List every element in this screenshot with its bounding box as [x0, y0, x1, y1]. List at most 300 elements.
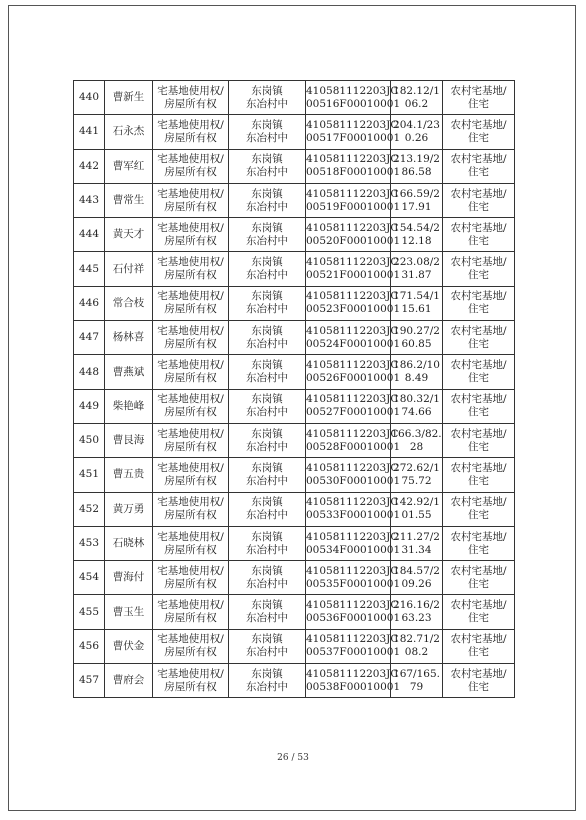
- page-number: 26 / 53: [277, 753, 309, 763]
- cell-usage-text: 农村宅基地/: [450, 461, 507, 474]
- cell-unit-code: [306, 286, 401, 320]
- cell-right-type-text: 房屋所有权: [164, 131, 217, 144]
- cell-area-text: 166.59/2: [393, 187, 440, 200]
- cell-area-text: 15.61: [401, 303, 432, 316]
- cell-unit-code-text: 00534F00010001: [306, 543, 401, 556]
- cell-location-text: 东岗镇: [251, 461, 283, 474]
- cell-location-text: 东岗镇: [251, 633, 283, 646]
- cell-owner-name: [105, 286, 153, 320]
- cell-owner-name-text: 曹府会: [112, 674, 145, 687]
- cell-right-type: [153, 252, 229, 286]
- cell-right-type-text: 房屋所有权: [164, 97, 217, 110]
- table-row: [74, 389, 515, 423]
- cell-location: [229, 218, 306, 252]
- cell-right-type-text: 宅基地使用权/: [157, 667, 224, 680]
- cell-right-type: [153, 629, 229, 663]
- cell-usage-text: 农村宅基地/: [450, 633, 507, 646]
- cell-area-text: 60.85: [401, 337, 432, 350]
- cell-number: [74, 595, 105, 629]
- cell-right-type-text: 宅基地使用权/: [157, 393, 224, 406]
- cell-area-text: 171.54/1: [393, 290, 440, 303]
- cell-location-text: 东冶村中: [246, 303, 288, 316]
- cell-area-text: 272.62/1: [393, 461, 440, 474]
- cell-number: [74, 183, 105, 217]
- cell-right-type: [153, 492, 229, 526]
- cell-location-text: 东冶村中: [246, 440, 288, 453]
- cell-location-text: 东岗镇: [251, 496, 283, 509]
- cell-area-text: 08.2: [404, 646, 429, 659]
- cell-usage-text: 农村宅基地/: [450, 153, 507, 166]
- cell-unit-code-text: 00530F00010001: [306, 474, 401, 487]
- cell-number-text: 449: [78, 399, 100, 412]
- cell-number: [74, 252, 105, 286]
- cell-number-text: 440: [78, 91, 100, 104]
- cell-unit-code-text: 00518F00010001: [306, 166, 401, 179]
- cell-number-text: 451: [78, 468, 100, 481]
- cell-location: [229, 595, 306, 629]
- cell-unit-code: [306, 149, 401, 183]
- cell-right-type: [153, 595, 229, 629]
- cell-unit-code: [306, 183, 401, 217]
- cell-location: [229, 664, 306, 698]
- cell-right-type: [153, 526, 229, 560]
- cell-owner-name-text: 曹燕斌: [112, 365, 145, 378]
- cell-unit-code-text: 410581112203JC: [306, 290, 399, 303]
- cell-area-text: 79: [409, 680, 424, 693]
- cell-right-type-text: 宅基地使用权/: [157, 427, 224, 440]
- cell-number: [74, 149, 105, 183]
- cell-area-text: 184.57/2: [393, 564, 440, 577]
- table-row: [74, 183, 515, 217]
- cell-owner-name: [105, 561, 153, 595]
- cell-number-text: 444: [78, 228, 100, 241]
- cell-right-type-text: 房屋所有权: [164, 372, 217, 385]
- cell-usage: [443, 492, 515, 526]
- cell-area-text: 166.3/82.: [391, 427, 442, 440]
- cell-number: [74, 492, 105, 526]
- cell-area-text: 186.2/10: [393, 359, 440, 372]
- cell-unit-code-text: 00521F00010001: [306, 269, 401, 282]
- cell-right-type-text: 房屋所有权: [164, 440, 217, 453]
- cell-number-text: 447: [78, 331, 100, 344]
- cell-location-text: 东冶村中: [246, 646, 288, 659]
- cell-area-text: 86.58: [401, 166, 432, 179]
- cell-right-type: [153, 149, 229, 183]
- cell-location-text: 东岗镇: [251, 84, 283, 97]
- cell-usage-text: 住宅: [468, 234, 489, 247]
- cell-right-type: [153, 183, 229, 217]
- cell-usage: [443, 183, 515, 217]
- cell-unit-code: [306, 595, 401, 629]
- cell-location-text: 东冶村中: [246, 474, 288, 487]
- cell-area-text: 167/165.: [393, 667, 440, 680]
- cell-area-text: 17.91: [401, 200, 432, 213]
- cell-right-type-text: 房屋所有权: [164, 200, 217, 213]
- cell-right-type-text: 宅基地使用权/: [157, 633, 224, 646]
- cell-location: [229, 115, 306, 149]
- cell-unit-code-text: 410581112203JC: [306, 633, 399, 646]
- cell-number: [74, 218, 105, 252]
- cell-area-text: 63.23: [401, 612, 432, 625]
- cell-location-text: 东岗镇: [251, 256, 283, 269]
- cell-owner-name-text: 石付祥: [112, 262, 145, 275]
- cell-unit-code: [306, 492, 401, 526]
- cell-location: [229, 286, 306, 320]
- cell-unit-code: [306, 561, 401, 595]
- table-row: [74, 595, 515, 629]
- cell-right-type-text: 宅基地使用权/: [157, 564, 224, 577]
- cell-location: [229, 458, 306, 492]
- cell-owner-name-text: 黄万勇: [112, 502, 145, 515]
- cell-number-text: 441: [78, 125, 100, 138]
- table-row: [74, 561, 515, 595]
- cell-owner-name-text: 石晓林: [112, 537, 145, 549]
- cell-unit-code: [306, 526, 401, 560]
- cell-right-type-text: 宅基地使用权/: [157, 221, 224, 234]
- cell-usage-text: 住宅: [468, 509, 489, 522]
- cell-usage: [443, 595, 515, 629]
- cell-area-text: 31.87: [401, 269, 432, 282]
- table-row: [74, 423, 515, 457]
- registry-table-body: [74, 81, 515, 698]
- cell-owner-name: [105, 595, 153, 629]
- cell-number-text: 456: [78, 639, 100, 652]
- cell-number-text: 445: [78, 262, 100, 275]
- cell-area-text: 182.12/1: [393, 84, 440, 97]
- cell-unit-code: [306, 458, 401, 492]
- cell-usage-text: 住宅: [468, 269, 489, 282]
- cell-right-type-text: 宅基地使用权/: [157, 84, 224, 97]
- cell-owner-name-text: 曹五贵: [112, 468, 145, 481]
- cell-usage-text: 住宅: [468, 646, 489, 659]
- cell-unit-code-text: 00524F00010001: [306, 337, 401, 350]
- table-row: [74, 218, 515, 252]
- cell-right-type-text: 房屋所有权: [164, 543, 217, 556]
- cell-usage-text: 住宅: [468, 440, 489, 453]
- cell-usage-text: 住宅: [468, 680, 489, 693]
- cell-right-type: [153, 423, 229, 457]
- cell-usage: [443, 149, 515, 183]
- cell-area-text: 180.32/1: [393, 393, 440, 406]
- cell-unit-code: [306, 252, 401, 286]
- cell-right-type-text: 房屋所有权: [164, 474, 217, 487]
- cell-area-text: 223.08/2: [393, 256, 440, 269]
- cell-number-text: 452: [78, 502, 100, 515]
- cell-usage-text: 住宅: [468, 543, 489, 556]
- cell-usage-text: 农村宅基地/: [450, 221, 507, 234]
- cell-usage-text: 农村宅基地/: [450, 530, 507, 543]
- cell-usage: [443, 286, 515, 320]
- cell-owner-name-text: 曹艮海: [112, 434, 145, 447]
- cell-owner-name: [105, 321, 153, 355]
- table-row: [74, 115, 515, 149]
- cell-owner-name-text: 杨林喜: [112, 331, 145, 344]
- cell-area-text: 75.72: [401, 474, 432, 487]
- cell-owner-name-text: 曹常生: [112, 194, 145, 207]
- cell-location: [229, 252, 306, 286]
- table-row: [74, 252, 515, 286]
- cell-location: [229, 183, 306, 217]
- cell-unit-code-text: 00520F00010001: [306, 234, 401, 247]
- cell-right-type-text: 宅基地使用权/: [157, 187, 224, 200]
- cell-owner-name-text: 常合枝: [112, 296, 145, 309]
- cell-owner-name: [105, 355, 153, 389]
- table-row: [74, 492, 515, 526]
- cell-location: [229, 561, 306, 595]
- cell-owner-name-text: 曹伏金: [112, 639, 145, 652]
- cell-number-text: 443: [78, 194, 100, 207]
- cell-location-text: 东岗镇: [251, 599, 283, 612]
- cell-unit-code-text: 410581112203JC: [306, 359, 399, 372]
- cell-usage-text: 农村宅基地/: [450, 359, 507, 372]
- cell-unit-code: [306, 81, 401, 115]
- cell-number: [74, 458, 105, 492]
- cell-owner-name-text: 曹玉生: [112, 605, 145, 618]
- cell-unit-code-text: 00528F00010001: [306, 440, 401, 453]
- cell-right-type-text: 宅基地使用权/: [157, 599, 224, 612]
- cell-owner-name: [105, 81, 153, 115]
- cell-unit-code: [306, 664, 401, 698]
- cell-owner-name: [105, 389, 153, 423]
- cell-right-type: [153, 664, 229, 698]
- cell-usage-text: 住宅: [468, 372, 489, 385]
- table-row: [74, 286, 515, 320]
- cell-unit-code: [306, 389, 401, 423]
- cell-usage: [443, 526, 515, 560]
- cell-owner-name-text: 柴艳峰: [112, 399, 145, 412]
- cell-location-text: 东冶村中: [246, 234, 288, 247]
- cell-unit-code-text: 00537F00010001: [306, 646, 401, 659]
- cell-location-text: 东冶村中: [246, 406, 288, 419]
- cell-location: [229, 629, 306, 663]
- cell-unit-code-text: 410581112203JC: [306, 324, 399, 337]
- cell-usage-text: 住宅: [468, 131, 489, 144]
- cell-unit-code-text: 00517F00010001: [306, 131, 401, 144]
- cell-usage-text: 农村宅基地/: [450, 667, 507, 680]
- cell-right-type-text: 宅基地使用权/: [157, 290, 224, 303]
- cell-usage-text: 农村宅基地/: [450, 187, 507, 200]
- cell-unit-code: [306, 355, 401, 389]
- table-row: [74, 458, 515, 492]
- cell-number: [74, 115, 105, 149]
- cell-unit-code-text: 00527F00010001: [306, 406, 401, 419]
- cell-location-text: 东岗镇: [251, 667, 283, 680]
- cell-right-type-text: 房屋所有权: [164, 680, 217, 693]
- cell-right-type-text: 房屋所有权: [164, 303, 217, 316]
- cell-area-text: 216.16/2: [393, 599, 440, 612]
- cell-location: [229, 149, 306, 183]
- cell-right-type-text: 房屋所有权: [164, 612, 217, 625]
- cell-number-text: 448: [78, 365, 100, 378]
- cell-right-type-text: 房屋所有权: [164, 166, 217, 179]
- cell-area-text: 31.34: [401, 543, 432, 556]
- cell-unit-code-text: 00533F00010001: [306, 509, 401, 522]
- cell-location-text: 东岗镇: [251, 324, 283, 337]
- cell-usage: [443, 423, 515, 457]
- cell-location-text: 东岗镇: [251, 118, 283, 131]
- cell-number: [74, 629, 105, 663]
- cell-unit-code-text: 410581112203JC: [306, 187, 399, 200]
- cell-right-type: [153, 389, 229, 423]
- cell-owner-name-text: 曹新生: [112, 91, 145, 104]
- cell-usage-text: 农村宅基地/: [450, 118, 507, 131]
- cell-usage-text: 农村宅基地/: [450, 324, 507, 337]
- cell-usage: [443, 458, 515, 492]
- cell-number: [74, 561, 105, 595]
- cell-area-text: 211.27/2: [393, 530, 440, 543]
- cell-owner-name: [105, 423, 153, 457]
- cell-location-text: 东岗镇: [251, 530, 283, 543]
- cell-unit-code-text: 00523F00010001: [306, 303, 401, 316]
- cell-right-type-text: 宅基地使用权/: [157, 118, 224, 131]
- cell-owner-name: [105, 115, 153, 149]
- cell-usage: [443, 115, 515, 149]
- cell-area-text: 12.18: [401, 234, 432, 247]
- cell-location-text: 东冶村中: [246, 577, 288, 590]
- cell-area-text: 28: [409, 440, 424, 453]
- table-row: [74, 664, 515, 698]
- cell-location-text: 东冶村中: [246, 131, 288, 144]
- cell-right-type-text: 房屋所有权: [164, 577, 217, 590]
- cell-location: [229, 355, 306, 389]
- cell-number: [74, 355, 105, 389]
- cell-owner-name: [105, 492, 153, 526]
- cell-usage: [443, 81, 515, 115]
- cell-usage-text: 农村宅基地/: [450, 393, 507, 406]
- cell-area-text: 74.66: [401, 406, 432, 419]
- cell-usage: [443, 629, 515, 663]
- cell-owner-name: [105, 149, 153, 183]
- cell-number-text: 457: [78, 674, 100, 687]
- cell-unit-code: [306, 321, 401, 355]
- cell-number-text: 442: [78, 159, 100, 172]
- cell-number-text: 455: [78, 605, 100, 618]
- cell-usage-text: 住宅: [468, 406, 489, 419]
- cell-unit-code-text: 00516F00010001: [306, 97, 401, 110]
- table-row: [74, 629, 515, 663]
- cell-usage-text: 农村宅基地/: [450, 496, 507, 509]
- cell-owner-name: [105, 664, 153, 698]
- cell-number: [74, 81, 105, 115]
- cell-location: [229, 321, 306, 355]
- cell-usage: [443, 321, 515, 355]
- cell-usage-text: 住宅: [468, 200, 489, 213]
- cell-unit-code-text: 410581112203JC: [306, 427, 399, 440]
- cell-area-text: 190.27/2: [393, 324, 440, 337]
- table-row: [74, 321, 515, 355]
- cell-right-type-text: 宅基地使用权/: [157, 461, 224, 474]
- cell-area-text: 8.49: [404, 372, 429, 385]
- cell-owner-name: [105, 183, 153, 217]
- cell-unit-code-text: 410581112203JC: [306, 461, 399, 474]
- cell-usage-text: 住宅: [468, 474, 489, 487]
- cell-number: [74, 664, 105, 698]
- cell-usage-text: 住宅: [468, 612, 489, 625]
- cell-number: [74, 526, 105, 560]
- cell-right-type: [153, 286, 229, 320]
- cell-number-text: 454: [78, 571, 100, 584]
- cell-usage: [443, 355, 515, 389]
- cell-location-text: 东冶村中: [246, 680, 288, 693]
- cell-unit-code-text: 410581112203JC: [306, 256, 399, 269]
- cell-unit-code-text: 00538F00010001: [306, 680, 401, 693]
- cell-right-type-text: 宅基地使用权/: [157, 359, 224, 372]
- cell-location-text: 东岗镇: [251, 290, 283, 303]
- table-row: [74, 355, 515, 389]
- cell-location-text: 东冶村中: [246, 166, 288, 179]
- table-row: [74, 526, 515, 560]
- cell-owner-name-text: 黄天才: [112, 228, 145, 241]
- cell-right-type-text: 房屋所有权: [164, 406, 217, 419]
- cell-usage: [443, 252, 515, 286]
- table-row: [74, 149, 515, 183]
- cell-unit-code-text: 410581112203JC: [306, 118, 399, 131]
- cell-right-type-text: 房屋所有权: [164, 269, 217, 282]
- cell-unit-code-text: 00536F00010001: [306, 612, 401, 625]
- cell-right-type: [153, 458, 229, 492]
- cell-location-text: 东岗镇: [251, 221, 283, 234]
- cell-owner-name-text: 石永杰: [112, 125, 145, 138]
- cell-unit-code: [306, 115, 401, 149]
- cell-area-text: 204.1/23: [393, 118, 440, 131]
- cell-owner-name-text: 曹军红: [112, 159, 145, 172]
- cell-location: [229, 492, 306, 526]
- cell-location: [229, 526, 306, 560]
- cell-area-text: 213.19/2: [393, 153, 440, 166]
- cell-location: [229, 423, 306, 457]
- cell-location-text: 东岗镇: [251, 393, 283, 406]
- cell-usage-text: 住宅: [468, 97, 489, 110]
- cell-unit-code: [306, 629, 401, 663]
- cell-right-type: [153, 115, 229, 149]
- cell-number: [74, 423, 105, 457]
- cell-area-text: 0.26: [404, 131, 429, 144]
- cell-unit-code-text: 410581112203JC: [306, 153, 399, 166]
- cell-location-text: 东岗镇: [251, 359, 283, 372]
- cell-right-type-text: 宅基地使用权/: [157, 153, 224, 166]
- cell-number-text: 450: [78, 434, 100, 447]
- cell-usage-text: 农村宅基地/: [450, 84, 507, 97]
- cell-owner-name: [105, 218, 153, 252]
- cell-location-text: 东冶村中: [246, 337, 288, 350]
- cell-number: [74, 321, 105, 355]
- cell-usage: [443, 561, 515, 595]
- cell-unit-code-text: 410581112203JC: [306, 530, 399, 543]
- cell-unit-code-text: 410581112203JC: [306, 564, 399, 577]
- cell-number: [74, 389, 105, 423]
- cell-usage-text: 农村宅基地/: [450, 256, 507, 269]
- cell-location-text: 东冶村中: [246, 200, 288, 213]
- cell-usage-text: 农村宅基地/: [450, 427, 507, 440]
- cell-usage-text: 住宅: [468, 303, 489, 316]
- cell-location-text: 东冶村中: [246, 543, 288, 556]
- cell-right-type: [153, 81, 229, 115]
- cell-area-text: 06.2: [404, 97, 429, 110]
- cell-area-text: 142.92/1: [393, 496, 440, 509]
- cell-location-text: 东冶村中: [246, 612, 288, 625]
- cell-owner-name: [105, 458, 153, 492]
- cell-number-text: 453: [78, 537, 100, 549]
- cell-owner-name: [105, 526, 153, 560]
- cell-location-text: 东岗镇: [251, 187, 283, 200]
- cell-right-type-text: 宅基地使用权/: [157, 530, 224, 543]
- cell-number-text: 446: [78, 296, 100, 309]
- cell-usage-text: 住宅: [468, 337, 489, 350]
- cell-unit-code-text: 410581112203JC: [306, 221, 399, 234]
- cell-unit-code: [306, 218, 401, 252]
- cell-usage-text: 农村宅基地/: [450, 599, 507, 612]
- cell-usage-text: 农村宅基地/: [450, 290, 507, 303]
